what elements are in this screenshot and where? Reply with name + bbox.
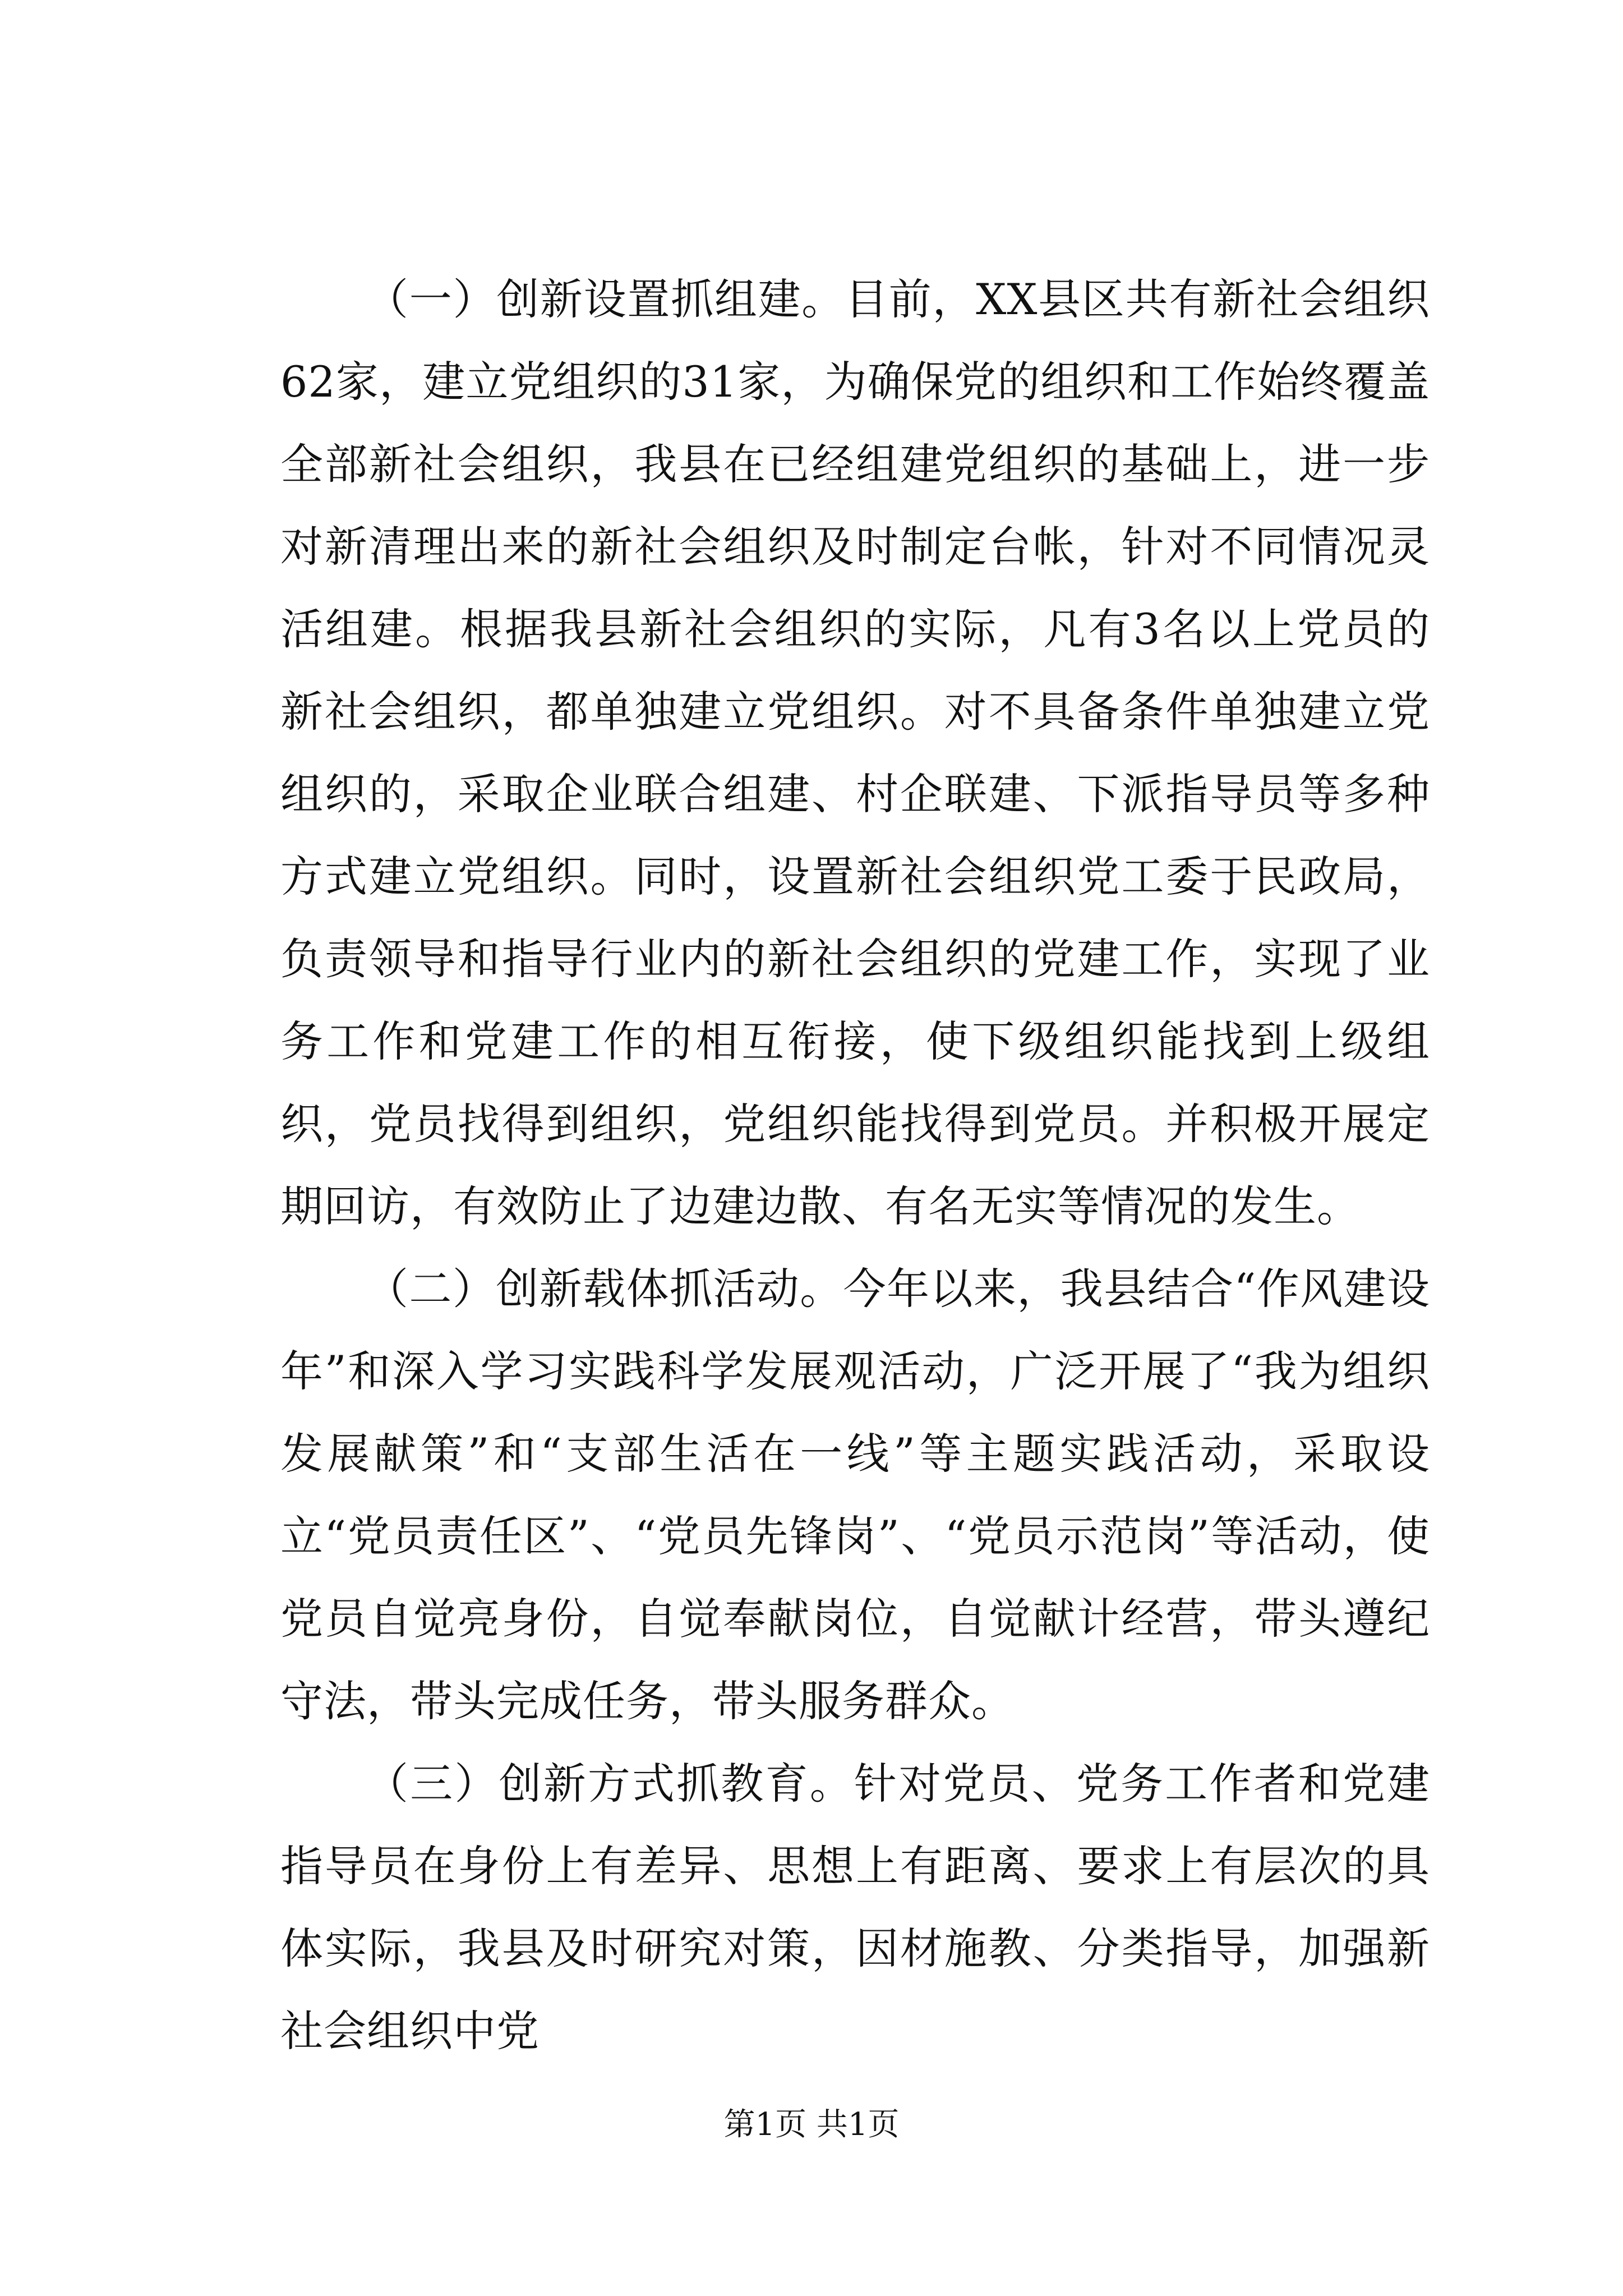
paragraph-1: （一）创新设置抓组建。目前，XX县区共有新社会组织62家，建立党组织的31家，为确保党的组织和工作始终覆盖全部新社会组织，我县在已经组建党组织的基础上，进一步对新清理出来的新社会组织及时制定台帐，针对不同情况灵活组建。根据我县新社会组织的实际，凡有3名以上党员的新社会组织，都单独建立党组织。对不具备条件单独建立党组织的，采取企业联合组建、村企联建、下派指导员等多种方式建立党组织。同时，设置新社会组织党工委于民政局，负责领导和指导行业内的新社会组织的党建工作，实现了业务工作和党建工作的相互衔接，使下级组织能找到上级组织，党员找得到组织，党组织能找得到党员。并积极开展定期回访，有效防止了边建边散、有名无实等情况的发生。 [280, 274, 1430, 1231]
document-body [280, 258, 1430, 2072]
paragraph-2: （二）创新载体抓活动。今年以来，我县结合“作风建设年”和深入学习实践科学发展观活动，广泛开展了“我为组织发展献策”和“支部生活在一线”等主题实践活动，采取设立“党员责任区”、“党员先锋岗”、“党员示范岗”等活动，使党员自觉亮身份，自觉奉献岗位，自觉献计经营，带头遵纪守法，带头完成任务，带头服务群众。 [280, 1264, 1430, 1726]
page-footer: 第1页 共1页 [723, 2106, 900, 2143]
paragraph-3: （三）创新方式抓教育。针对党员、党务工作者和党建指导员在身份上有差异、思想上有距离、要求上有层次的具体实际，我县及时研究对策，因材施教、分类指导，加强新社会组织中党 [280, 1759, 1430, 2056]
